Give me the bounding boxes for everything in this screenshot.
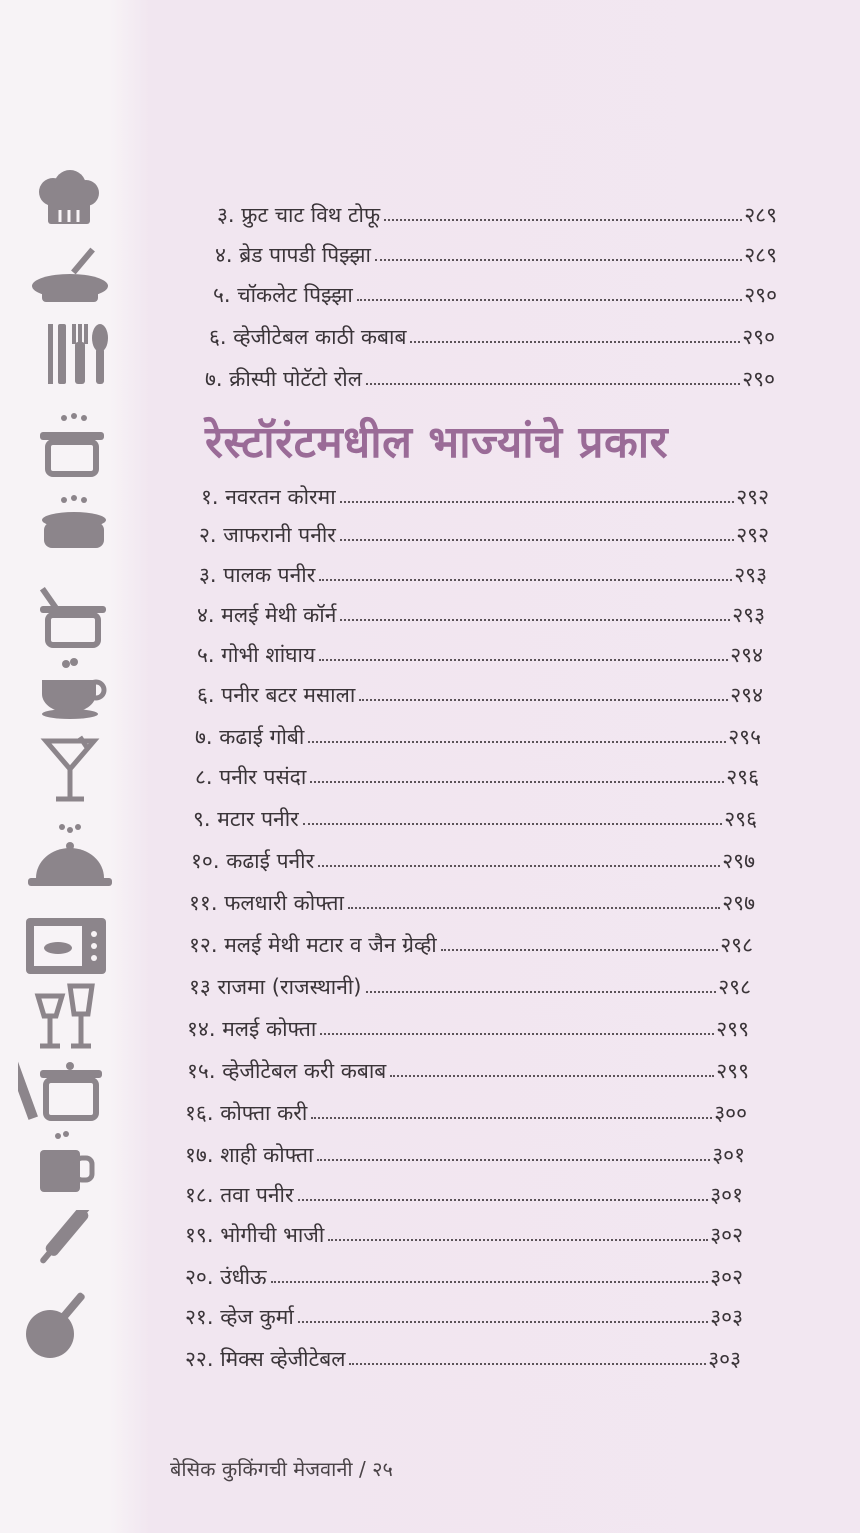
toc-entry	[185, 1128, 745, 1166]
entry-page: २९३	[732, 603, 765, 627]
dot-leader	[366, 383, 740, 385]
entry-page: २९०	[742, 367, 775, 391]
entry-title: १६. कोफ्ता करी	[185, 1101, 308, 1125]
toc-entry	[189, 876, 755, 914]
entry-page: २९२	[736, 523, 769, 547]
entry-title: १३ राजमा (राजस्थानी)	[189, 975, 362, 999]
cocktail-glass-icon	[18, 735, 118, 805]
entry-title: ३. फ्रुट चाट विथ टोफू	[217, 203, 381, 227]
entry-title: ३. पालक पनीर	[199, 563, 316, 587]
pot-with-ladle-icon	[18, 580, 118, 650]
dot-leader	[348, 907, 720, 909]
toc-entry	[189, 960, 751, 998]
entry-page: २९४	[730, 683, 763, 707]
dot-leader	[366, 991, 717, 993]
dot-leader	[340, 501, 735, 503]
toc-entry	[187, 1002, 749, 1040]
dot-leader	[375, 259, 742, 261]
rice-bowl-spoon-icon	[18, 242, 118, 312]
entry-title: ५. गोभी शांघाय	[197, 643, 316, 667]
entry-page: २९९	[716, 1059, 749, 1083]
toc-entry	[197, 628, 763, 666]
toc-entry	[185, 1208, 743, 1246]
entry-title: २१. व्हेज कुर्मा	[185, 1305, 294, 1329]
entry-page: २८९	[744, 243, 777, 267]
dot-leader	[328, 1239, 708, 1241]
entry-page: २९६	[726, 765, 759, 789]
dot-leader	[384, 219, 742, 221]
entry-title: ६. पनीर बटर मसाला	[197, 683, 356, 707]
dot-leader	[359, 699, 728, 701]
toc-entry	[197, 668, 763, 706]
entry-title: १७. शाही कोफ्ता	[185, 1143, 314, 1167]
entry-page: ३००	[714, 1101, 747, 1125]
dot-leader	[317, 1159, 710, 1161]
toc-entry	[217, 188, 777, 226]
toc-entry	[185, 1168, 743, 1206]
entry-page: ३०१	[712, 1143, 745, 1167]
entry-page: २८९	[744, 203, 777, 227]
entry-title: ९. मटार पनीर	[193, 807, 299, 831]
entry-page: ३०१	[710, 1183, 743, 1207]
dot-leader	[298, 1199, 709, 1201]
cloche-icon	[18, 822, 118, 892]
entry-page: ३०३	[710, 1305, 743, 1329]
coffee-cup-icon	[18, 654, 118, 724]
toc-entry	[193, 792, 757, 830]
entry-page: ३०२	[710, 1265, 743, 1289]
wine-glasses-icon	[18, 982, 118, 1052]
toc-entry	[185, 1290, 743, 1328]
section-title: रेस्टॉरंटमधील भाज्यांचे प्रकार	[205, 417, 669, 468]
dot-leader	[298, 1321, 708, 1323]
entry-page: २९७	[722, 891, 755, 915]
dot-leader	[319, 659, 728, 661]
entry-page: ३०२	[710, 1223, 743, 1247]
dot-leader	[340, 619, 730, 621]
entry-page: २९४	[730, 643, 763, 667]
entry-title: ४. मलई मेथी कॉर्न	[197, 603, 337, 627]
dot-leader	[311, 1117, 712, 1119]
entry-page: २९३	[734, 563, 767, 587]
toc-entry	[209, 310, 775, 348]
entry-page: २९८	[720, 933, 753, 957]
dot-leader	[441, 949, 719, 951]
toc-entry	[185, 1086, 747, 1124]
hot-bowl-icon	[18, 492, 118, 562]
toc-entry	[213, 268, 777, 306]
toc-entry	[199, 508, 769, 546]
dot-leader	[310, 781, 724, 783]
saucepan-icon	[18, 1056, 118, 1126]
dot-leader	[340, 539, 734, 541]
entry-title: २०. उंधीऊ	[185, 1265, 267, 1289]
steaming-pot-icon	[18, 410, 118, 480]
dot-leader	[357, 299, 742, 301]
toc-entry	[215, 228, 777, 266]
entry-title: १०. कढाई पनीर	[191, 849, 315, 873]
entry-page: २९०	[742, 325, 775, 349]
entry-title: २. जाफरानी पनीर	[199, 523, 336, 547]
toc-entry	[191, 834, 755, 872]
hot-mug-icon	[18, 1130, 118, 1200]
entry-title: २२. मिक्स व्हेजीटेबल	[185, 1347, 346, 1371]
dot-leader	[271, 1281, 709, 1283]
entry-page: २९८	[718, 975, 751, 999]
entry-title: ५. चॉकलेट पिझ्झा	[213, 283, 353, 307]
entry-title: ८. पनीर पसंदा	[195, 765, 307, 789]
toc-entry	[205, 352, 775, 390]
entry-title: १५. व्हेजीटेबल करी कबाब	[187, 1059, 387, 1083]
entry-title: १९. भोगीची भाजी	[185, 1223, 325, 1247]
dot-leader	[410, 341, 740, 343]
entry-page: २९६	[724, 807, 757, 831]
entry-page: २९७	[722, 849, 755, 873]
rolling-pin-icon	[18, 1210, 118, 1280]
toc-entry	[185, 1332, 741, 1370]
cutlery-icon	[18, 318, 118, 388]
entry-title: ६. व्हेजीटेबल काठी कबाब	[209, 325, 407, 349]
chef-hat-icon	[18, 170, 118, 240]
dot-leader	[390, 1075, 714, 1077]
dot-leader	[303, 823, 723, 825]
page-footer: बेसिक कुकिंगची मेजवानी / २५	[170, 1457, 393, 1481]
dot-leader	[349, 1363, 706, 1365]
entry-title: १. नवरतन कोरमा	[201, 485, 336, 509]
entry-title: ११. फलधारी कोफ्ता	[189, 891, 344, 915]
toc-entry	[189, 918, 753, 956]
entry-title: १२. मलई मेथी मटार व जैन ग्रेव्ही	[189, 933, 437, 957]
toc-entry	[195, 710, 761, 748]
toc-entry	[197, 588, 765, 626]
entry-title: १४. मलई कोफ्ता	[187, 1017, 317, 1041]
entry-page: २९२	[736, 485, 769, 509]
dot-leader	[320, 1033, 714, 1035]
toc-entry	[199, 548, 767, 586]
toc-entry	[195, 750, 759, 788]
entry-page: २९०	[744, 283, 777, 307]
entry-title: ४. ब्रेड पापडी पिझ्झा	[215, 243, 371, 267]
entry-title: १८. तवा पनीर	[185, 1183, 294, 1207]
dot-leader	[308, 741, 726, 743]
dot-leader	[319, 579, 732, 581]
entry-page: ३०३	[708, 1347, 741, 1371]
entry-title: ७. क्रीस्पी पोटॅटो रोल	[205, 367, 362, 391]
entry-page: २९९	[716, 1017, 749, 1041]
toc-entry	[187, 1044, 749, 1082]
dot-leader	[318, 865, 720, 867]
microwave-icon	[18, 910, 118, 980]
toc-entry	[185, 1250, 743, 1288]
toc-entry	[201, 470, 769, 508]
entry-page: २९५	[728, 725, 761, 749]
entry-title: ७. कढाई गोबी	[195, 725, 305, 749]
frying-pan-icon	[18, 1290, 118, 1360]
